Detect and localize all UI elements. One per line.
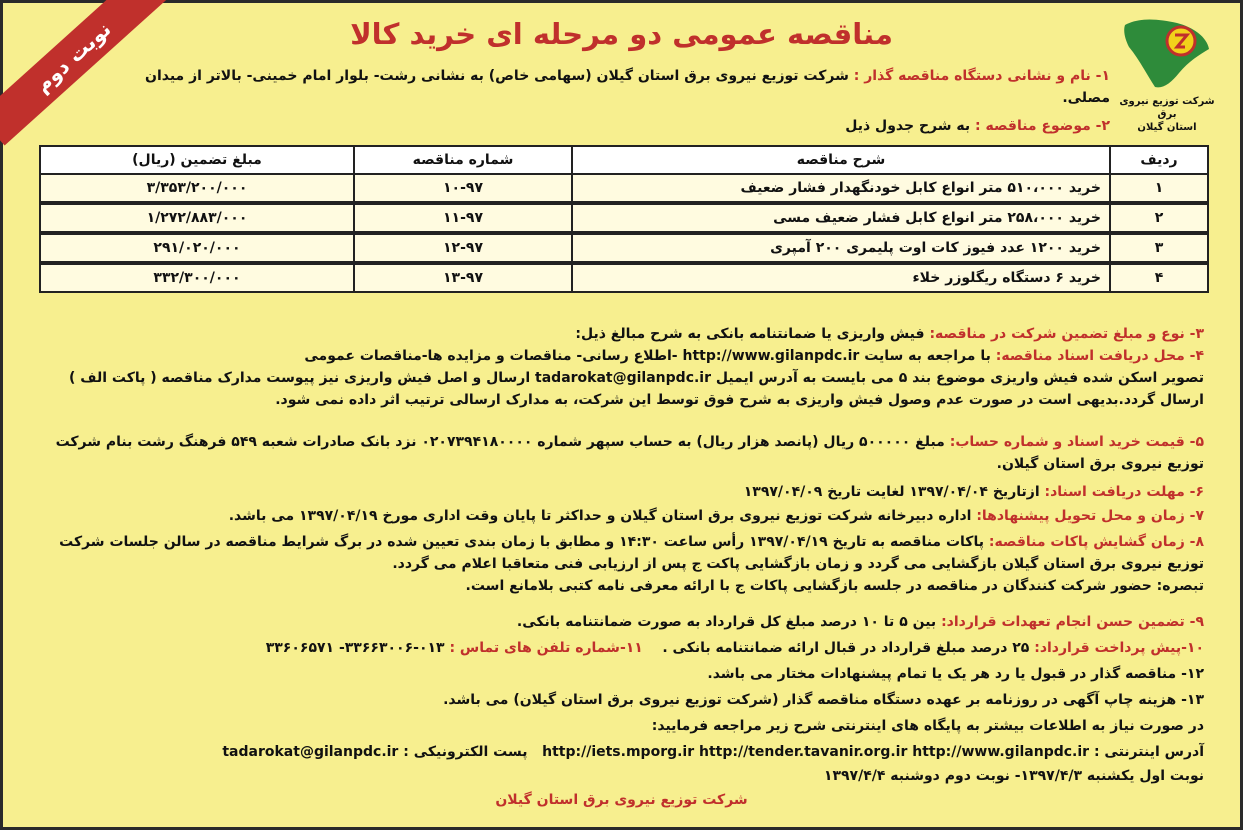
item-10-text: ۲۵ درصد مبلغ قرارداد در قبال ارائه ضمانتنامه بانکی . [662,640,1030,656]
row-number: ۱ [1110,174,1208,203]
row-guarantee-amount: ۳/۳۵۳/۲۰۰/۰۰۰ [40,174,354,203]
item-10 [23,637,1204,659]
header-row-number: ردیف [1110,146,1208,174]
row-tender-number: ۱۲-۹۷ [354,233,572,263]
item-8-head: ۸- زمان گشایش پاکات مناقصه: [988,534,1204,550]
publication-dates: نوبت اول یکشنبه ۱۳۹۷/۴/۳- نوبت دوم دوشنبه ۱۳۹۷/۴/۴ [823,768,1204,784]
phone-numbers: ۰۱۳-۳۳۶۶۳۰۰۶- ۳۳۶۰۶۵۷۱ [265,640,445,656]
web-address-links[interactable]: http://iets.mporg.ir http://tender.tavanir.org.ir http://www.gilanpdc.ir [542,744,1090,760]
row-number: ۲ [1110,203,1208,233]
item-3-head: ۳- نوع و مبلغ تضمین شرکت در مناقصه: [929,326,1204,342]
header-description: شرح مناقصه [572,146,1110,174]
item-7 [23,505,1204,527]
item-9-head: ۹- تضمین حسن انجام تعهدات قرارداد: [941,614,1204,630]
item-4-line-2: تصویر اسکن شده فیش واریزی موضوع بند ۵ می بایست به آدرس ایمیل tadarokat@gilanpdc.ir ارسال و اصل فیش واریزی نیز پیوست مدارک مناقصه ( پاکت الف ) [69,370,1204,386]
item-6 [23,481,1204,503]
item-10-head: ۱۰-پیش پرداخت قرارداد: [1034,640,1204,656]
table-row [40,263,1208,292]
item-8-text: پاکات مناقصه به تاریخ ۱۳۹۷/۰۴/۱۹ رأس ساعت ۱۴:۳۰ و مطابق با زمان بندی تعیین شده در برگ شرایط مناقصه در سالن جلسات شرکت [59,534,984,550]
page-title: مناقصه عمومی دو مرحله ای خرید کالا [350,17,893,51]
row-tender-number: ۱۳-۹۷ [354,263,572,292]
item-9 [23,611,1204,633]
web-address-label: آدرس اینترنتی : [1093,744,1204,760]
header-tender-number: شماره مناقصه [354,146,572,174]
item-6-head: ۶- مهلت دریافت اسناد: [1044,484,1204,500]
email-address[interactable]: tadarokat@gilanpdc.ir [222,744,399,760]
table-row [40,174,1208,203]
item-4-text: با مراجعه به سایت http://www.gilanpdc.ir -اطلاع رسانی- مناقصات و مزایده ها-مناقصات عمومی [304,348,991,364]
more-info: در صورت نیاز به اطلاعات بیشتر به پایگاه های اینترنتی شرح زیر مراجعه فرمایید: [651,718,1204,734]
row-description: خرید ۱۲۰۰ عدد فیوز کات اوت پلیمری ۲۰۰ آمپری [572,233,1110,263]
item-5-line-2: توزیع نیروی برق استان گیلان. [996,456,1204,472]
item-11-head: ۱۱-شماره تلفن های تماس : [449,640,643,656]
footer-company: شرکت توزیع نیروی برق استان گیلان [495,792,748,808]
item-7-head: ۷- زمان و محل تحویل پیشنهادها: [976,508,1204,524]
item-4-head: ۴- محل دریافت اسناد مناقصه: [995,348,1204,364]
row-guarantee-amount: ۳۳۲/۳۰۰/۰۰۰ [40,263,354,292]
item-6-text: ازتاریخ ۱۳۹۷/۰۴/۰۴ لغایت تاریخ ۱۳۹۷/۰۴/۰۹ [743,484,1040,500]
item-2 [143,115,1110,137]
item-8-note: تبصره: حضور شرکت کنندگان در مناقصه در جلسه بازگشایی پاکات ج با ارائه معرفی نامه کتبی بلامانع است. [465,578,1204,594]
row-guarantee-amount: ۱/۲۷۲/۸۸۳/۰۰۰ [40,203,354,233]
item-2-head: ۲- موضوع مناقصه : [975,118,1110,134]
item-5-head: ۵- قیمت خرید اسناد و شماره حساب: [949,434,1204,450]
item-2-text: به شرح جدول ذیل [845,118,971,134]
logo-caption-2: استان گیلان [1137,122,1197,133]
tenders-table [39,145,1209,293]
second-publication-badge: نوبت دوم [0,0,168,145]
row-number: ۳ [1110,233,1208,263]
web-addresses [23,741,1204,763]
header-guarantee-amount: مبلغ تضمین (ریال) [40,146,354,174]
item-8 [23,531,1204,597]
row-number: ۴ [1110,263,1208,292]
logo-caption-1: شرکت توزیع نیروی برق [1119,96,1215,120]
item-13: ۱۳- هزینه چاپ آگهی در روزنامه بر عهده دستگاه مناقصه گذار (شرکت توزیع نیروی برق استان گیلان) می باشد. [443,692,1204,708]
item-5-text: مبلغ ۵۰۰۰۰۰ ریال (پانصد هزار ریال) به حساب سپهر شماره ۰۲۰۷۳۹۴۱۸۰۰۰۰ نزد بانک صادرات شعبه ۵۴۹ فرهنگ رشت بنام شرکت [55,434,945,450]
row-tender-number: ۱۱-۹۷ [354,203,572,233]
item-8-line-2: توزیع نیروی برق استان گیلان بازگشایی می گردد و زمان بازگشایی پاکت ج پس از ارزیابی فنی متعاقبا اعلام می گردد. [392,556,1204,572]
row-description: خرید ۵۱۰،۰۰۰ متر انواع کابل خودنگهدار فشار ضعیف [572,174,1110,203]
table-header-row [40,146,1208,174]
item-4 [23,345,1204,411]
item-4-line-3: ارسال گردد.بدیهی است در صورت عدم وصول فیش واریزی به شرح فوق توسط این شرکت، به مدارک ارسالی ترتیب اثر داده نمی شود. [275,392,1204,408]
item-3 [23,323,1204,345]
row-description: خرید ۶ دستگاه ریگلوزر خلاء [572,263,1110,292]
row-tender-number: ۱۰-۹۷ [354,174,572,203]
row-guarantee-amount: ۲۹۱/۰۲۰/۰۰۰ [40,233,354,263]
item-1 [143,65,1110,109]
item-1-text: شرکت توزیع نیروی برق استان گیلان (سهامی خاص) به نشانی رشت- بلوار امام خمینی- بالاتر از میدان مصلی. [145,68,1110,106]
item-7-text: اداره دبیرخانه شرکت توزیع نیروی برق استان گیلان و حداکثر تا پایان وقت اداری مورخ ۱۳۹۷/۰۴/۱۹ می باشد. [228,508,972,524]
item-1-head: ۱- نام و نشانی دستگاه مناقصه گذار : [853,68,1110,84]
item-5 [23,431,1204,475]
table-row [40,233,1208,263]
item-9-text: بین ۵ تا ۱۰ درصد مبلغ کل قرارداد به صورت ضمانتنامه بانکی. [516,614,937,630]
item-3-text: فیش واریزی یا ضمانتنامه بانکی به شرح مبالغ ذیل: [575,326,925,342]
row-description: خرید ۲۵۸،۰۰۰ متر انواع کابل فشار ضعیف مسی [572,203,1110,233]
table-row [40,203,1208,233]
email-label: پست الکترونیکی : [403,744,528,760]
item-12: ۱۲- مناقصه گذار در قبول یا رد هر یک یا تمام پیشنهادات مختار می باشد. [707,666,1204,682]
